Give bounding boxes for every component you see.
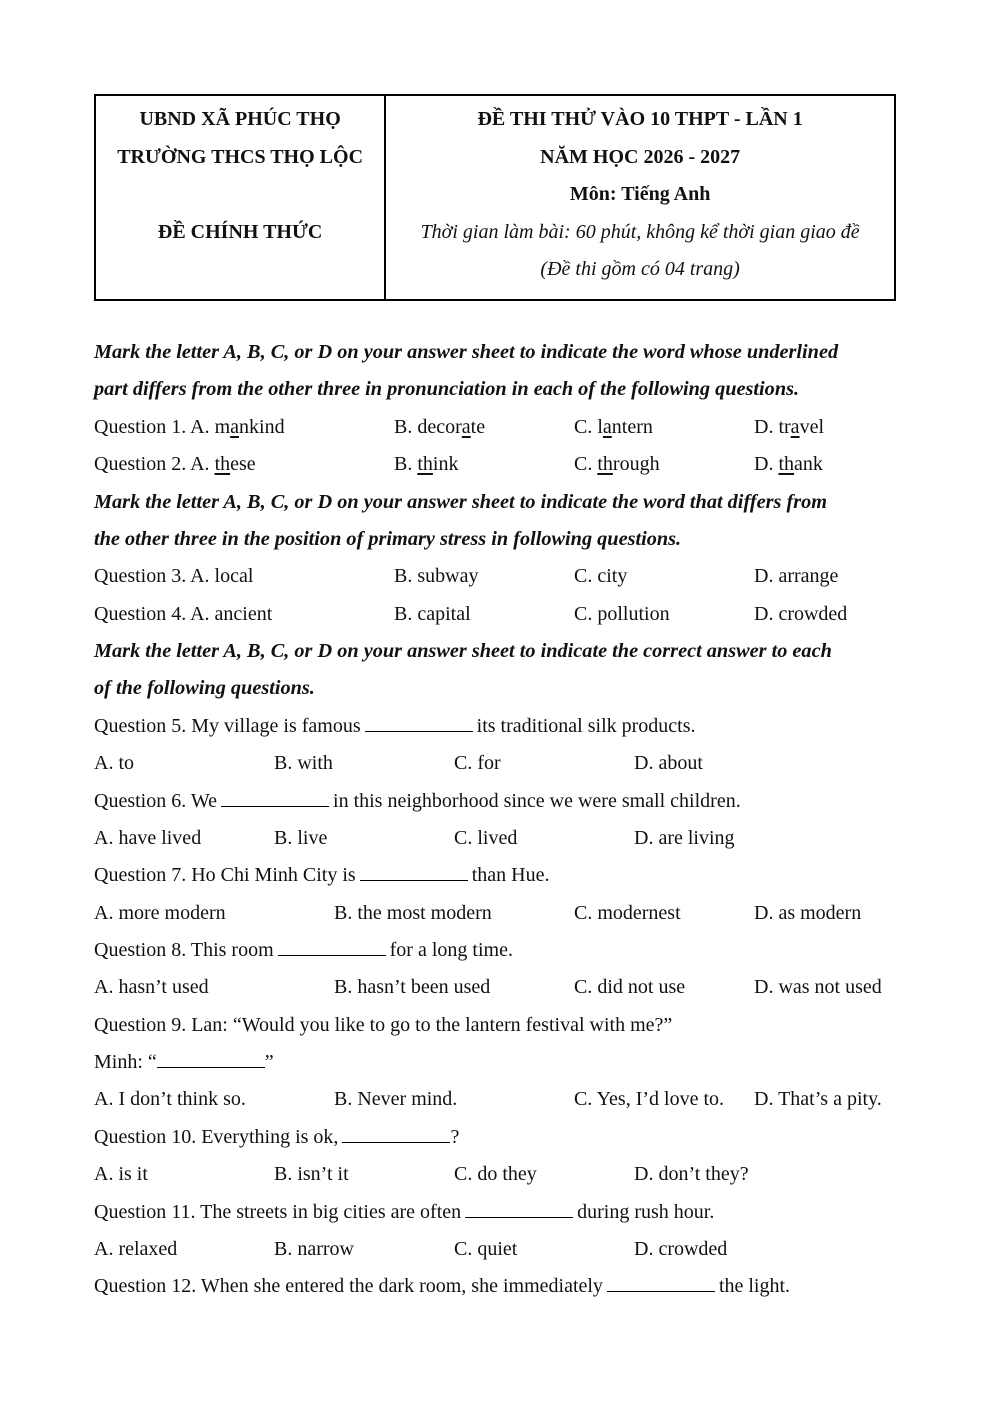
question-9-option-c: C. Yes, I’d love to. xyxy=(574,1088,725,1110)
question-1-option-c: C. lantern xyxy=(574,416,653,438)
exam-title: ĐỀ THI THỬ VÀO 10 THPT - LẦN 1 xyxy=(477,108,803,130)
question-7-option-a: A. more modern xyxy=(94,902,226,924)
question-1-option-d: D. travel xyxy=(754,416,824,438)
question-8-stem: Question 8. This room for a long time. xyxy=(94,935,513,965)
section1-instruction-line1: Mark the letter A, B, C, or D on your answer sheet to indicate the word whose underlined xyxy=(94,341,839,363)
question-3-option-c: C. city xyxy=(574,565,628,587)
question-5-option-d: D. about xyxy=(634,752,703,774)
question-10-stem: Question 10. Everything is ok, ? xyxy=(94,1122,459,1152)
question-5-option-b: B. with xyxy=(274,752,333,774)
question-2-option-d: D. thank xyxy=(754,453,823,475)
question-10-option-d: D. don’t they? xyxy=(634,1163,749,1185)
question-2-option-a: Question 2. A. these xyxy=(94,453,256,475)
question-7-option-c: C. modernest xyxy=(574,902,681,924)
question-8-option-d: D. was not used xyxy=(754,976,882,998)
section3-instruction-line2: of the following questions. xyxy=(94,677,315,699)
school-name: TRƯỜNG THCS THỌ LỘC xyxy=(117,145,364,168)
question-6-option-b: B. live xyxy=(274,827,328,849)
answer-blank xyxy=(278,935,386,956)
question-11-option-b: B. narrow xyxy=(274,1238,354,1260)
question-3-option-b: B. subway xyxy=(394,565,479,587)
answer-blank xyxy=(360,860,468,881)
question-6-stem: Question 6. We in this neighborhood since we were small children. xyxy=(94,786,741,816)
question-11-options xyxy=(94,1234,896,1264)
question-6-option-c: C. lived xyxy=(454,827,518,849)
answer-blank xyxy=(365,711,473,732)
question-8-option-b: B. hasn’t been used xyxy=(334,976,491,998)
question-11-option-c: C. quiet xyxy=(454,1238,518,1260)
question-8-option-c: C. did not use xyxy=(574,976,686,998)
section2-instruction-line1: Mark the letter A, B, C, or D on your answer sheet to indicate the word that differs from xyxy=(94,491,828,513)
subject: Môn: Tiếng Anh xyxy=(569,183,711,205)
question-3-option-a: Question 3. A. local xyxy=(94,565,254,587)
authority-name: UBND XÃ PHÚC THỌ xyxy=(139,108,341,130)
question-4-option-d: D. crowded xyxy=(754,603,848,625)
question-8-options xyxy=(94,972,896,1002)
question-7-option-b: B. the most modern xyxy=(334,902,492,924)
answer-blank xyxy=(221,786,329,807)
section1-instruction-line2: part differs from the other three in pronunciation in each of the following questions. xyxy=(94,378,800,400)
question-6-option-d: D. are living xyxy=(634,827,735,849)
question-9-option-a: A. I don’t think so. xyxy=(94,1088,246,1110)
question-9-option-b: B. Never mind. xyxy=(334,1088,458,1110)
question-10-option-a: A. is it xyxy=(94,1163,148,1185)
question-5-stem: Question 5. My village is famous its traditional silk products. xyxy=(94,711,696,741)
section2-instruction-line2: the other three in the position of primary stress in following questions. xyxy=(94,528,682,550)
section3-instruction-line1: Mark the letter A, B, C, or D on your answer sheet to indicate the correct answer to each xyxy=(94,640,832,662)
time-allowed: Thời gian làm bài: 60 phút, không kể thời gian giao đề xyxy=(420,220,860,243)
question-2-option-c: C. through xyxy=(574,453,660,475)
question-9-options xyxy=(94,1084,896,1114)
question-11-stem: Question 11. The streets in big cities are often during rush hour. xyxy=(94,1197,714,1227)
answer-blank xyxy=(607,1271,715,1292)
question-7-option-d: D. as modern xyxy=(754,902,862,924)
question-9-option-d: D. That’s a pity. xyxy=(754,1088,882,1110)
question-4-option-a: Question 4. A. ancient xyxy=(94,603,273,625)
question-1-option-a: Question 1. A. mankind xyxy=(94,416,285,438)
question-5-option-c: C. for xyxy=(454,752,501,774)
question-8-option-a: A. hasn’t used xyxy=(94,976,209,998)
question-11-option-a: A. relaxed xyxy=(94,1238,178,1260)
header-left-cell xyxy=(95,95,385,300)
answer-blank xyxy=(465,1197,573,1218)
question-9-stem: Question 9. Lan: “Would you like to go to the lantern festival with me?” xyxy=(94,1014,673,1036)
question-7-options xyxy=(94,898,896,928)
question-6-options xyxy=(94,823,896,853)
question-3 xyxy=(94,561,896,591)
answer-blank xyxy=(342,1122,450,1143)
school-year: NĂM HỌC 2026 - 2027 xyxy=(540,145,741,168)
question-10-option-b: B. isn’t it xyxy=(274,1163,349,1185)
question-12-stem: Question 12. When she entered the dark room, she immediately the light. xyxy=(94,1271,790,1301)
question-4 xyxy=(94,599,896,629)
official-label: ĐỀ CHÍNH THỨC xyxy=(157,220,323,243)
question-10-option-c: C. do they xyxy=(454,1163,537,1185)
question-1 xyxy=(94,412,896,442)
header-right-cell xyxy=(385,95,895,300)
question-5-option-a: A. to xyxy=(94,752,134,774)
answer-blank xyxy=(157,1047,265,1068)
question-6-option-a: A. have lived xyxy=(94,827,202,849)
question-7-stem: Question 7. Ho Chi Minh City is than Hue. xyxy=(94,860,549,890)
question-2 xyxy=(94,449,896,479)
question-1-option-b: B. decorate xyxy=(394,416,486,438)
exam-header-table xyxy=(94,94,896,301)
question-10-options xyxy=(94,1159,896,1189)
page-count: (Đề thi gồm có 04 trang) xyxy=(540,258,740,280)
question-3-option-d: D. arrange xyxy=(754,565,839,587)
question-4-option-c: C. pollution xyxy=(574,603,670,625)
question-5-options xyxy=(94,748,896,778)
question-11-option-d: D. crowded xyxy=(634,1238,728,1260)
question-4-option-b: B. capital xyxy=(394,603,471,625)
question-2-option-b: B. think xyxy=(394,453,459,475)
question-9-reply: Minh: “ ” xyxy=(94,1047,274,1077)
